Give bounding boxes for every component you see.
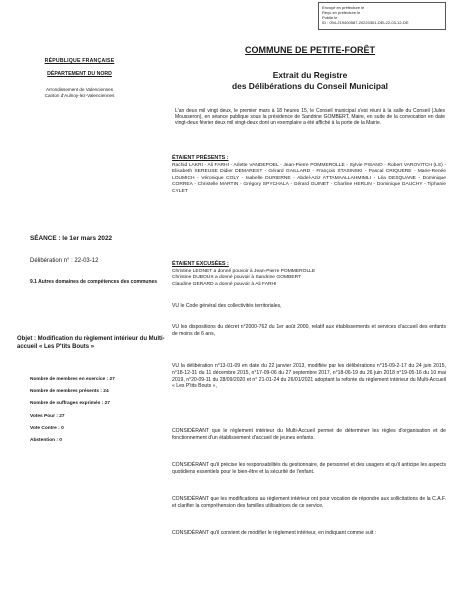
- objet-text: Objet : Modification du règlement intérieur du Multi-accueil « Les P'tits Bouts »: [17, 336, 165, 350]
- stamp-line: ID : 094-219400587-20220301-DEL22-03-12-DE: [322, 20, 409, 25]
- commune-title: COMMUNE DE PETITE-FORÊT: [245, 45, 375, 55]
- excuse-item: Christine LEONET a donné pouvoir à Jean-Pierre POMMEROLLE: [172, 269, 316, 274]
- presents-list: Rachid LAKRI - Ali FARHI - Arlette VANDEPOEL - Jean-Pierre POMMEROLLE - Sylvie PISANO - Robert VAROVITCH (LS) - Elisabeth SEREUSE Didier DEMAREST - Gérard GAILLARD - François STASINSKI - Pascal CRIQUERE - Marie-Renée LOUMICH - Véronique COLY - Isabelle DURIERNE - Abdel-Aziz ATTAMAALLAHMIMLI - Léa DESQUANE - Dominique CORREA - Christelle MARTIN - Grégory SPYCHALA - Gérard GUINET - Charline HERLIN - Dominique DAUCHY - Tiphanie CYLET: [172, 163, 446, 194]
- count-present: Nombre de membres présents : 24: [30, 389, 109, 395]
- excuse-item: Christine DUBOUX a donné pouvoir à Sandrine GOMBERT: [172, 275, 302, 281]
- excuse-item: Claudine GERARD a donné pouvoir à Ali FARHI: [172, 281, 277, 287]
- vu-deliberation: VU la délibération n°13-01-09 en date du 22 janvier 2013, modifiée par les délibérations n°15-09-2-17 du 24 juin 2015, n°18-12-31 du 11 décembre 2015, n°17-09-06 du 27 septembre 2017, n°18-06-19 du 26 juin 2018 n°19-05-16 du 10 mai 2019, n°20-09-11 du 28/09/2020 et n° 21-01-24 du 26/01/2021 adoptant la refonte du règlement intérieur du Multi-Accueil « Les P'tits Bouts »,: [172, 363, 446, 390]
- prefecture-stamp: [318, 2, 446, 30]
- considerant-1: CONSIDÉRANT que le règlement intérieur du Multi-Accueil permet de déterminer les règles d'organisation et de fonctionnement d'un établissement d'accueil de jeunes enfants.: [172, 428, 446, 441]
- extrait-title: [175, 70, 445, 92]
- stamp-line: Reçu en préfecture le: [322, 10, 361, 15]
- intro-paragraph: L'an deux mil vingt deux, le premier mars à 18 heures 15, le Conseil municipal s'est réuni à la salle du Conseil (Jules Mousseron), en séance publique sous la présidence de Sandrine GOMBERT, Maire, en suite de la convocation en date vingt-deux février deux mil vingt-deux dont un exemplaire a été affiché à la porte de la Mairie.: [175, 108, 445, 127]
- arrondissement: Arrondissement de Valenciennes: [45, 87, 114, 92]
- excuses-list: [172, 269, 446, 288]
- considerant-3: CONSIDÉRANT que les modifications au règlement intérieur ont pour vocation de répondre aux sollicitations de la C.A.F. et clarifier la compréhension des familles utilisatrices de ce service.: [172, 496, 446, 509]
- count-suffrages: Nombre de suffrages exprimés : 27: [30, 401, 110, 407]
- count-abstention: Abstention : 0: [30, 437, 62, 443]
- stamp-line: Envoyé en préfecture le: [322, 5, 365, 10]
- excuses-heading: ÉTAIENT EXCUSÉES :: [172, 261, 229, 267]
- departement: DÉPARTEMENT DU NORD: [47, 71, 112, 77]
- vu-cgct: VU le Code général des collectivités territoriales,: [172, 303, 282, 309]
- domain-text: 9.1 Autres domaines de compétences des communes: [30, 279, 158, 285]
- canton: Canton d'Aulnoy-lez-Valenciennes: [44, 93, 115, 98]
- extrait-line-1: Extrait du Registre: [272, 70, 348, 80]
- count-members: Nombre de membres en exercice : 27: [30, 377, 115, 382]
- arrondissement-canton: [32, 87, 127, 99]
- deliberation-number: Délibération n° : 22-03-12: [30, 258, 99, 264]
- republique-francaise: RÉPUBLIQUE FRANÇAISE: [44, 58, 115, 64]
- count-contre: Vote Contre : 0: [30, 425, 64, 431]
- left-header: [30, 58, 170, 99]
- presents-heading: ÉTAIENT PRÉSENTS :: [172, 155, 229, 161]
- considerant-4: CONSIDÉRANT qu'il convient de modifier le règlement intérieur, en indiquant comme suit :: [172, 530, 377, 536]
- stamp-line: Publié le: [322, 15, 338, 20]
- extrait-line-2: des Délibérations du Conseil Municipal: [232, 81, 388, 91]
- vote-counts: [30, 377, 180, 450]
- vu-decret: VU les dispositions du décret n°2000-762 du 1er août 2000, relatif aux établissements et services d'accueil des enfants de moins de 6 ans,: [172, 324, 446, 337]
- seance-date: SÉANCE : le 1er mars 2022: [30, 235, 113, 242]
- considerant-2: CONSIDÉRANT qu'il précise les responsabilités du gestionnaire, de personnel et des usagers et qu'il anticipe les aspects quotidiens essentiels pour le bien-être et la sécurité de l'enfant.: [172, 462, 446, 475]
- count-pour: Votes Pour : 27: [30, 413, 65, 419]
